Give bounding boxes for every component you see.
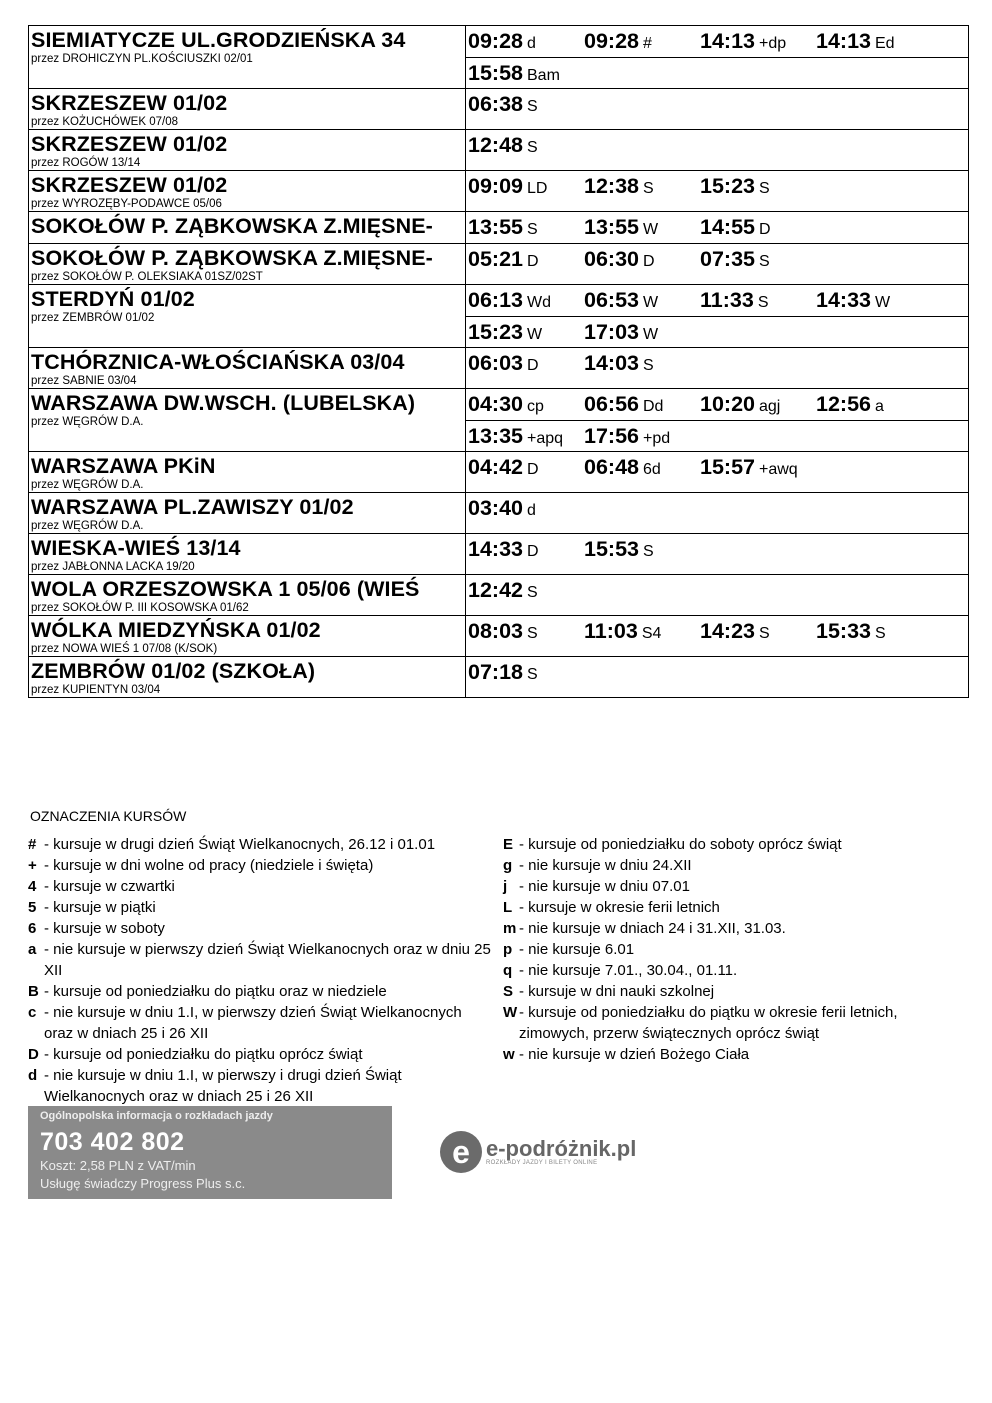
departure-time: 15:23 — [468, 320, 523, 344]
legend-key: 4 — [28, 878, 37, 895]
departure — [466, 89, 582, 117]
route-row — [29, 493, 969, 534]
route-name: WÓLKA MIEDZYŃSKA 01/02 — [31, 618, 321, 642]
legend-desc: - kursuje w okresie ferii letnich — [519, 899, 720, 916]
legend-desc: - nie kursuje w dniu 24.XII — [519, 857, 692, 874]
departure-time: 14:13 — [700, 29, 755, 53]
info-phone: 703 402 802 — [40, 1128, 185, 1156]
departure — [698, 452, 814, 480]
info-provider: Usługę świadczy Progress Plus s.c. — [40, 1176, 246, 1191]
departure-flag: S — [527, 98, 538, 115]
route-row — [29, 26, 969, 89]
route-name: WARSZAWA PL.ZAWISZY 01/02 — [31, 495, 354, 519]
departure-time: 06:13 — [468, 288, 523, 312]
legend-desc: - kursuje w dni wolne od pracy (niedziele i święta) — [44, 857, 374, 874]
departure-flag: Wd — [527, 294, 551, 311]
departure — [466, 244, 582, 272]
departure-time: 11:33 — [700, 288, 754, 312]
route-row — [29, 534, 969, 575]
departure-row — [466, 89, 968, 120]
route-row — [29, 657, 969, 698]
departure-row — [466, 348, 968, 379]
departure-time: 15:53 — [584, 537, 639, 561]
departure-time: 07:35 — [700, 247, 755, 271]
departures — [466, 89, 969, 129]
departure-time: 13:55 — [584, 215, 639, 239]
departure-flag: d — [527, 502, 536, 519]
route-via: przez SABNIE 03/04 — [31, 375, 137, 387]
departure-flag: d — [527, 35, 536, 52]
departure-time: 13:55 — [468, 215, 523, 239]
departures — [466, 130, 969, 170]
info-cost: Koszt: 2,58 PLN z VAT/min — [40, 1158, 196, 1173]
departure — [814, 389, 930, 417]
route-info — [29, 26, 466, 88]
departure — [466, 421, 582, 449]
legend-item — [503, 834, 963, 855]
departure-time: 14:33 — [816, 288, 871, 312]
departure — [698, 616, 814, 644]
departure — [698, 285, 814, 313]
departure-time: 12:56 — [816, 392, 871, 416]
route-via: przez WĘGRÓW D.A. — [31, 416, 144, 428]
departure-time: 06:53 — [584, 288, 639, 312]
departure-time: 03:40 — [468, 496, 523, 520]
departure-row — [466, 493, 968, 524]
departure — [582, 616, 698, 644]
route-row — [29, 244, 969, 285]
departure-flag: S — [759, 253, 770, 270]
legend-key: L — [503, 899, 513, 916]
route-row — [29, 212, 969, 244]
departure-row — [466, 57, 968, 88]
departure — [466, 389, 582, 417]
legend-item — [28, 939, 493, 981]
departure-row — [466, 244, 968, 275]
departure-time: 15:33 — [816, 619, 871, 643]
departure — [466, 534, 582, 562]
departure-time: 10:20 — [700, 392, 755, 416]
route-row — [29, 171, 969, 212]
departure-row — [466, 452, 968, 483]
departures — [466, 534, 969, 574]
legend-desc: - nie kursuje w dniu 07.01 — [519, 878, 690, 895]
legend-key: a — [28, 941, 37, 958]
legend-key: p — [503, 941, 513, 958]
departure — [814, 285, 930, 313]
route-via: przez ROGÓW 13/14 — [31, 157, 141, 169]
departure-row — [466, 389, 968, 420]
route-name: SKRZESZEW 01/02 — [31, 132, 228, 156]
legend-item — [503, 1002, 963, 1044]
departure-flag: Ed — [875, 35, 895, 52]
route-via: przez WĘGRÓW D.A. — [31, 520, 144, 532]
departure-time: 04:42 — [468, 455, 523, 479]
departure-flag: cp — [527, 398, 544, 415]
departure-flag: D — [527, 357, 539, 374]
departure — [582, 389, 698, 417]
logo-tagline: ROZKŁADY JAZDY I BILETY ONLINE — [486, 1160, 598, 1166]
departure-flag: S — [527, 221, 538, 238]
departure-time: 08:03 — [468, 619, 523, 643]
legend-desc: - kursuje w drugi dzień Świąt Wielkanocnych, 26.12 i 01.01 — [44, 836, 436, 853]
departure — [466, 58, 582, 86]
departure-time: 07:18 — [468, 660, 523, 684]
legend-right-column — [503, 834, 963, 1065]
departures — [466, 348, 969, 388]
route-name: SOKOŁÓW P. ZĄBKOWSKA Z.MIĘSNE- — [31, 246, 433, 270]
departures — [466, 171, 969, 211]
route-name: SKRZESZEW 01/02 — [31, 173, 228, 197]
legend-key: m — [503, 920, 517, 937]
departure — [582, 285, 698, 313]
route-via: przez KOŻUCHÓWEK 07/08 — [31, 116, 178, 128]
departure — [582, 452, 698, 480]
route-info — [29, 657, 466, 697]
departure-flag: +dp — [759, 35, 787, 52]
legend-desc: - nie kursuje w dzień Bożego Ciała — [519, 1046, 750, 1063]
departure-flag: D — [527, 461, 539, 478]
departure — [466, 493, 582, 521]
departure — [466, 212, 582, 240]
departure-time: 12:42 — [468, 578, 523, 602]
departure-time: 04:30 — [468, 392, 523, 416]
legend-desc: - kursuje od poniedziałku do piątku oraz w niedziele — [44, 983, 387, 1000]
departure-time: 05:21 — [468, 247, 523, 271]
departure-flag: S — [643, 357, 654, 374]
departure-flag: agj — [759, 398, 781, 415]
departure-row — [466, 316, 968, 347]
departure-flag: D — [527, 543, 539, 560]
departure-time: 17:03 — [584, 320, 639, 344]
departure-time: 15:57 — [700, 455, 755, 479]
legend-key: E — [503, 836, 514, 853]
route-row — [29, 348, 969, 389]
departures — [466, 212, 969, 243]
legend-key: d — [28, 1067, 38, 1084]
departures — [466, 389, 969, 451]
departure — [698, 26, 814, 54]
departure — [582, 534, 698, 562]
departure-flag: S — [527, 625, 538, 642]
legend-key: q — [503, 962, 513, 979]
departure — [466, 285, 582, 313]
departure — [814, 26, 930, 54]
route-info — [29, 89, 466, 129]
route-via: przez SOKOŁÓW P. III KOSOWSKA 01/62 — [31, 602, 249, 614]
legend-item — [503, 855, 963, 876]
departure — [582, 171, 698, 199]
departure-row — [466, 534, 968, 565]
departure-flag: W — [875, 294, 891, 311]
info-title: Ogólnopolska informacja o rozkładach jazdy — [40, 1110, 273, 1122]
departure-flag: S — [527, 666, 538, 683]
departure-time: 15:23 — [700, 174, 755, 198]
departure-flag: S — [759, 625, 770, 642]
route-row — [29, 616, 969, 657]
departure — [466, 452, 582, 480]
departure-flag: S — [759, 180, 770, 197]
departure-time: 12:38 — [584, 174, 639, 198]
legend-desc: - nie kursuje w dniu 1.I, w pierwszy i drugi dzień Świąt Wielkanocnych oraz w dniach 25 i 26 XII — [44, 1067, 402, 1105]
route-via: przez KUPIENTYN 03/04 — [31, 684, 161, 696]
departure-time: 14:33 — [468, 537, 523, 561]
legend-item — [28, 855, 493, 876]
route-row — [29, 130, 969, 171]
departure-flag: Dd — [643, 398, 664, 415]
legend-title: OZNACZENIA KURSÓW — [30, 808, 187, 824]
departure-flag: 6d — [643, 461, 661, 478]
route-name: TCHÓRZNICA-WŁOŚCIAŃSKA 03/04 — [31, 350, 405, 374]
legend-item — [503, 1044, 963, 1065]
departure-time: 15:58 — [468, 61, 523, 85]
departure-row — [466, 575, 968, 606]
departure-row — [466, 616, 968, 647]
legend-key: B — [28, 983, 39, 1000]
legend-key: c — [28, 1004, 37, 1021]
route-info — [29, 534, 466, 574]
route-info — [29, 493, 466, 533]
legend-desc: - kursuje od poniedziałku do piątku oprócz świąt — [44, 1046, 363, 1063]
departure — [466, 26, 582, 54]
departure-time: 06:48 — [584, 455, 639, 479]
legend-desc: - nie kursuje w dniach 24 i 31.XII, 31.03. — [519, 920, 786, 937]
timetable — [28, 25, 969, 698]
route-name: WARSZAWA DW.WSCH. (LUBELSKA) — [31, 391, 416, 415]
departure-flag: S — [757, 294, 769, 311]
departure-time: 09:28 — [584, 29, 639, 53]
departure-flag: S — [643, 180, 654, 197]
route-name: WOLA ORZESZOWSKA 1 05/06 (WIEŚ — [31, 577, 420, 601]
legend-desc: - nie kursuje w pierwszy dzień Świąt Wielkanocnych oraz w dniu 25 XII — [44, 941, 491, 979]
legend-desc: - kursuje w czwartki — [44, 878, 175, 895]
departure-time: 12:48 — [468, 133, 523, 157]
route-via: przez JABŁONNA LACKA 19/20 — [31, 561, 195, 573]
departure — [698, 171, 814, 199]
legend-key: + — [28, 857, 37, 874]
departure — [814, 616, 930, 644]
departure-time: 17:56 — [584, 424, 639, 448]
departure-flag: D — [759, 221, 771, 238]
departure-flag: W — [643, 294, 659, 311]
legend-item — [28, 1065, 493, 1107]
route-via: przez ZEMBRÓW 01/02 — [31, 312, 155, 324]
departure-time: 14:55 — [700, 215, 755, 239]
departure-flag: S — [527, 584, 538, 601]
departure-time: 06:30 — [584, 247, 639, 271]
departures — [466, 493, 969, 533]
departure-row — [466, 657, 968, 688]
departure-time: 06:56 — [584, 392, 639, 416]
legend-item — [503, 939, 963, 960]
legend-desc: - kursuje w dni nauki szkolnej — [519, 983, 715, 1000]
route-info — [29, 616, 466, 656]
departure-flag: Bam — [527, 67, 560, 84]
departure-flag: a — [875, 398, 884, 415]
departures — [466, 575, 969, 615]
legend-item — [28, 918, 493, 939]
departure-row — [466, 26, 968, 57]
legend-item — [28, 876, 493, 897]
route-info — [29, 452, 466, 492]
legend-key: g — [503, 857, 513, 874]
e-podroznik-logo — [440, 1131, 636, 1173]
legend-item — [503, 918, 963, 939]
legend-desc: - kursuje od poniedziałku do soboty oprócz świąt — [519, 836, 842, 853]
departure — [466, 575, 582, 603]
departure-time: 13:35 — [468, 424, 523, 448]
legend-desc: - kursuje od poniedziałku do piątku w okresie ferii letnich, zimowych, przerw świątecznych oprócz świąt — [519, 1004, 898, 1042]
departure — [582, 348, 698, 376]
departure-flag: W — [643, 326, 659, 343]
departure — [582, 244, 698, 272]
departure-flag: S — [875, 625, 886, 642]
route-name: STERDYŃ 01/02 — [31, 287, 195, 311]
departure-row — [466, 285, 968, 316]
departure-time: 14:03 — [584, 351, 639, 375]
legend-key: j — [503, 878, 508, 895]
route-via: przez SOKOŁÓW P. OLEKSIAKA 01SZ/02ST — [31, 271, 263, 283]
departures — [466, 452, 969, 492]
departure-time: 09:28 — [468, 29, 523, 53]
route-info — [29, 130, 466, 170]
departure-time: 14:13 — [816, 29, 871, 53]
legend-key: # — [28, 836, 37, 853]
legend-desc: - nie kursuje 7.01., 30.04., 01.11. — [519, 962, 738, 979]
departure-flag: # — [643, 35, 652, 52]
departures — [466, 244, 969, 284]
departure — [582, 26, 698, 54]
legend-key: D — [28, 1046, 39, 1063]
legend-key: 6 — [28, 920, 37, 937]
legend-item — [28, 1002, 493, 1044]
departure-time: 06:38 — [468, 92, 523, 116]
route-info — [29, 171, 466, 211]
route-name: SKRZESZEW 01/02 — [31, 91, 228, 115]
legend-desc: - kursuje w soboty — [44, 920, 165, 937]
departure — [466, 317, 582, 345]
legend-key: w — [503, 1046, 515, 1063]
departure-flag: D — [527, 253, 539, 270]
departures — [466, 657, 969, 697]
legend-item — [28, 981, 493, 1002]
departure — [698, 244, 814, 272]
route-via: przez NOWA WIEŚ 1 07/08 (K/SOK) — [31, 643, 218, 655]
departure — [582, 212, 698, 240]
departure — [698, 212, 814, 240]
departures — [466, 26, 969, 88]
e-logo-icon: e — [440, 1131, 482, 1173]
departure — [466, 348, 582, 376]
departure — [466, 130, 582, 158]
legend-desc: - nie kursuje 6.01 — [519, 941, 635, 958]
route-via: przez WĘGRÓW D.A. — [31, 479, 144, 491]
legend-item — [28, 834, 493, 855]
departure-flag: W — [643, 221, 659, 238]
route-name: ZEMBRÓW 01/02 (SZKOŁA) — [31, 659, 316, 683]
route-info — [29, 389, 466, 451]
departure-row — [466, 130, 968, 161]
departure-time: 14:23 — [700, 619, 755, 643]
departure — [582, 421, 698, 449]
departures — [466, 616, 969, 656]
departure-time: 06:03 — [468, 351, 523, 375]
departure-flag: S — [643, 543, 654, 560]
departure-flag: S4 — [641, 625, 662, 642]
legend-item — [503, 876, 963, 897]
legend-item — [28, 897, 493, 918]
legend-desc: - kursuje w piątki — [44, 899, 156, 916]
departure-flag: S — [527, 139, 538, 156]
legend-left-column — [28, 834, 493, 1107]
route-via: przez DROHICZYN PL.KOŚCIUSZKI 02/01 — [31, 53, 253, 65]
legend-key: 5 — [28, 899, 37, 916]
route-row — [29, 389, 969, 452]
route-info — [29, 348, 466, 388]
departure-row — [466, 420, 968, 451]
departure-flag: +awq — [759, 461, 798, 478]
route-via: przez WYROZĘBY-PODAWCE 05/06 — [31, 198, 222, 210]
legend-desc: - nie kursuje w dniu 1.I, w pierwszy dzień Świąt Wielkanocnych oraz w dniach 25 i 26 XII — [44, 1004, 462, 1042]
legend-key: S — [503, 983, 514, 1000]
route-row — [29, 285, 969, 348]
route-info — [29, 575, 466, 615]
departure-time: 11:03 — [584, 619, 638, 643]
departure-flag: W — [527, 326, 543, 343]
departures — [466, 285, 969, 347]
legend-item — [28, 1044, 493, 1065]
route-name: WIESKA-WIEŚ 13/14 — [31, 536, 241, 560]
route-info — [29, 212, 466, 243]
departure-flag: D — [643, 253, 655, 270]
route-info — [29, 285, 466, 347]
route-name: SIEMIATYCZE UL.GRODZIEŃSKA 34 — [31, 28, 406, 52]
route-name: WARSZAWA PKiN — [31, 454, 216, 478]
departure-flag: +pd — [643, 430, 671, 447]
route-info — [29, 244, 466, 284]
route-row — [29, 575, 969, 616]
route-row — [29, 452, 969, 493]
departure-row — [466, 212, 968, 243]
departure-flag: +apq — [527, 430, 564, 447]
departure — [466, 657, 582, 685]
info-box — [28, 1106, 392, 1199]
legend-key: W — [503, 1004, 518, 1021]
route-name: SOKOŁÓW P. ZĄBKOWSKA Z.MIĘSNE- — [31, 214, 433, 238]
legend-item — [503, 981, 963, 1002]
departure — [466, 171, 582, 199]
legend-item — [503, 960, 963, 981]
departure-flag: LD — [527, 180, 548, 197]
departure-row — [466, 171, 968, 202]
legend-item — [503, 897, 963, 918]
departure-time: 09:09 — [468, 174, 523, 198]
departure — [466, 616, 582, 644]
departure — [698, 389, 814, 417]
logo-name: e-podróżnik.pl — [486, 1136, 637, 1161]
route-row — [29, 89, 969, 130]
departure — [582, 317, 698, 345]
